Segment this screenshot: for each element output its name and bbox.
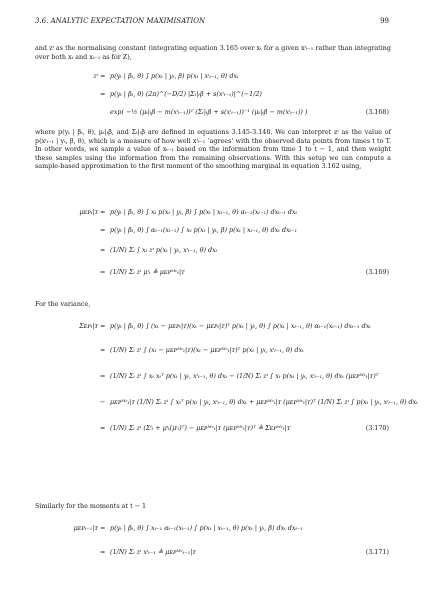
equation-lhs: μᴇᴘₜ|ᴛ [79, 208, 98, 216]
paragraph-intro: and zⁱ as the normalising constant (integrating equation 3.165 over xₜ for a given xⁱₜ₋₁ rather than integrating over both xₜ and xₜ₋₁ as for Z), [35, 44, 391, 61]
equation-rhs: (1/N) Σᵢ zⁱ xⁱₜ₋₁ ≜ μᴇᴘᴹᶜₜ₋₁|ᴛ [110, 548, 196, 556]
equation-rhs: μᴇᴘᴹᶜₜ|ᴛ (1/N) Σᵢ zⁱ ∫ xₜᵀ p(xₜ | yₜ, xⁱₜ₋₁, θ) dxₜ + μᴇᴘᴹᶜₜ|ᴛ (μᴇᴘᴹᶜₜ|ᴛ)ᵀ (1/N) Σᵢ zⁱ ∫ p(xₜ | yₜ, xⁱₜ₋₁, θ) dxₜ [110, 398, 418, 406]
equation-rhs: (1/N) Σᵢ zⁱ (Σⁱₜ + μⁱₜ(μⁱₜ)ᵀ) − μᴇᴘᴹᶜₜ|ᴛ (μᴇᴘᴹᶜₜ|ᴛ)ᵀ ≜ Σᴇᴘᴹᶜₜ|ᴛ [110, 424, 291, 432]
equation-line [38, 424, 394, 438]
equation-line [38, 322, 394, 336]
equation-number: (3.170) [365, 424, 389, 432]
equation-relation: = [100, 208, 106, 216]
equation-rhs: (1/N) Σᵢ zⁱ ∫ (xₜ − μᴇᴘᴹᶜₜ|ᴛ)(xₜ − μᴇᴘᴹᶜₜ|ᴛ)ᵀ p(xₜ | yₜ, xⁱₜ₋₁, θ) dxₜ [110, 346, 304, 354]
equation-rhs: (1/N) Σᵢ zⁱ μⁱₜ ≜ μᴇᴘᴹᶜₜ|ᴛ [110, 268, 185, 276]
equation-lhs: Σᴇᴘₜ|ᴛ [79, 322, 98, 330]
equation-line [38, 208, 394, 222]
paragraph-moments: Similarly for the moments at t − 1 [35, 502, 147, 510]
paragraph-interpretation: where p(yₜ | βₜ, θ), μₜ|ₜβ, and Σₜ|ₜβ are defined in equations 3.145-3.148. We can interpret zⁱ as the value of p(xⁱₜ₋₁ | yₜ, β, θ), which is a measure of how well xⁱₜ₋₁ ‘agrees’ with the observed data points from times t to T. In other words, we sample a value of xₜ₋₁ based on the information from time 1 to t − 1, and then weight these samples using the information from the remaining observations. With this setup we can compute a sample-based approximation to the first moment of the smoothing marginal in equation 3.162 using, [35, 128, 391, 171]
equation-number: (3.169) [365, 268, 389, 276]
equation-line [38, 72, 394, 86]
equation-relation: ≈ [100, 346, 106, 354]
equation-lhs: μᴇᴘₜ₋₁|ᴛ [73, 524, 98, 532]
equation-relation: ≈ [100, 246, 106, 254]
equation-line [38, 246, 394, 260]
equation-relation: ≈ [100, 548, 106, 556]
equation-rhs: p(yₜ | βₜ, θ) ∫ xₜ p(xₜ | yₜ, β) ∫ p(xₜ | xₜ₋₁, θ) αₜ₋₁(xₜ₋₁) dxₜ₋₁ dxₜ [110, 208, 298, 216]
equation-relation: = [100, 90, 106, 98]
page-number: 99 [380, 17, 389, 25]
equation-number: (3.171) [365, 548, 389, 556]
equation-line [38, 108, 394, 122]
equation-rhs: p(yₜ | βₜ, θ) ∫ xₜ₋₁ αₜ₋₁(xₜ₋₁) ∫ p(xₜ | xₜ₋₁, θ) p(xₜ | yₜ, β) dxₜ dxₜ₋₁ [110, 524, 304, 532]
equation-relation: = [100, 372, 106, 380]
equation-rhs: (1/N) Σᵢ zⁱ ∫ xₜ xₜᵀ p(xₜ | yₜ, xⁱₜ₋₁, θ) dxₜ − (1/N) Σᵢ zⁱ ∫ xₜ p(xₜ | yₜ, xⁱₜ₋₁, θ) dxₜ (μᴇᴘᴹᶜₜ|ᴛ)ᵀ [110, 372, 379, 380]
equation-rhs: p(yₜ | βₜ, θ) ∫ p(xₜ | yₜ, β) p(xₜ | xⁱₜ₋₁, θ) dxₜ [110, 72, 239, 80]
equation-rhs: p(yₜ | βₜ, θ) ∫ (xₜ − μᴇᴘₜ|ᴛ)(xₜ − μᴇᴘₜ|ᴛ)ᵀ p(xₜ | yₜ, θ) ∫ p(xₜ | xₜ₋₁, θ) αₜ₋₁(xₜ₋₁) dxₜ₋₁ dxₜ [110, 322, 371, 330]
paragraph-variance: For the variance, [35, 300, 91, 308]
equation-rhs: exp( −½ (μₜ|ₜβ − m(xⁱₜ₋₁))ᵀ (Σₜ|ₜβ + s(xⁱₜ₋₁))⁻¹ (μₜ|ₜβ − m(xⁱₜ₋₁)) ) [110, 108, 308, 116]
equation-lhs: zⁱ [93, 72, 98, 80]
equation-relation: = [100, 226, 106, 234]
equation-number: (3.168) [365, 108, 389, 116]
equation-relation: = [100, 424, 106, 432]
equation-line [38, 372, 394, 386]
equation-rhs: p(yₜ | βₜ, θ) (2π)^(−D/2) |Σₜ|ₜβ + s(xⁱₜ₋₁)|^(−1/2) [110, 90, 262, 98]
running-header [35, 17, 389, 29]
equation-line [38, 268, 394, 282]
equation-line [38, 548, 394, 562]
equation-relation: = [100, 72, 106, 80]
equation-line [38, 398, 418, 412]
equation-relation: = [100, 268, 106, 276]
equation-relation: − [100, 398, 106, 406]
equation-relation: = [100, 524, 106, 532]
equation-relation: = [100, 322, 106, 330]
equation-line [38, 524, 394, 538]
equation-rhs: p(yₜ | βₜ, θ) ∫ αₜ₋₁(xₜ₋₁) ∫ xₜ p(xₜ | yₜ, β) p(xₜ | xₜ₋₁, θ) dxₜ dxₜ₋₁ [110, 226, 298, 234]
equation-rhs: (1/N) Σᵢ ∫ xₜ zⁱ p(xₜ | yₜ, xⁱₜ₋₁, θ) dxₜ [110, 246, 218, 254]
section-title: 3.6. ANALYTIC EXPECTATION MAXIMISATION [35, 17, 206, 25]
equation-line [38, 90, 394, 104]
equation-line [38, 226, 394, 240]
equation-line [38, 346, 394, 360]
